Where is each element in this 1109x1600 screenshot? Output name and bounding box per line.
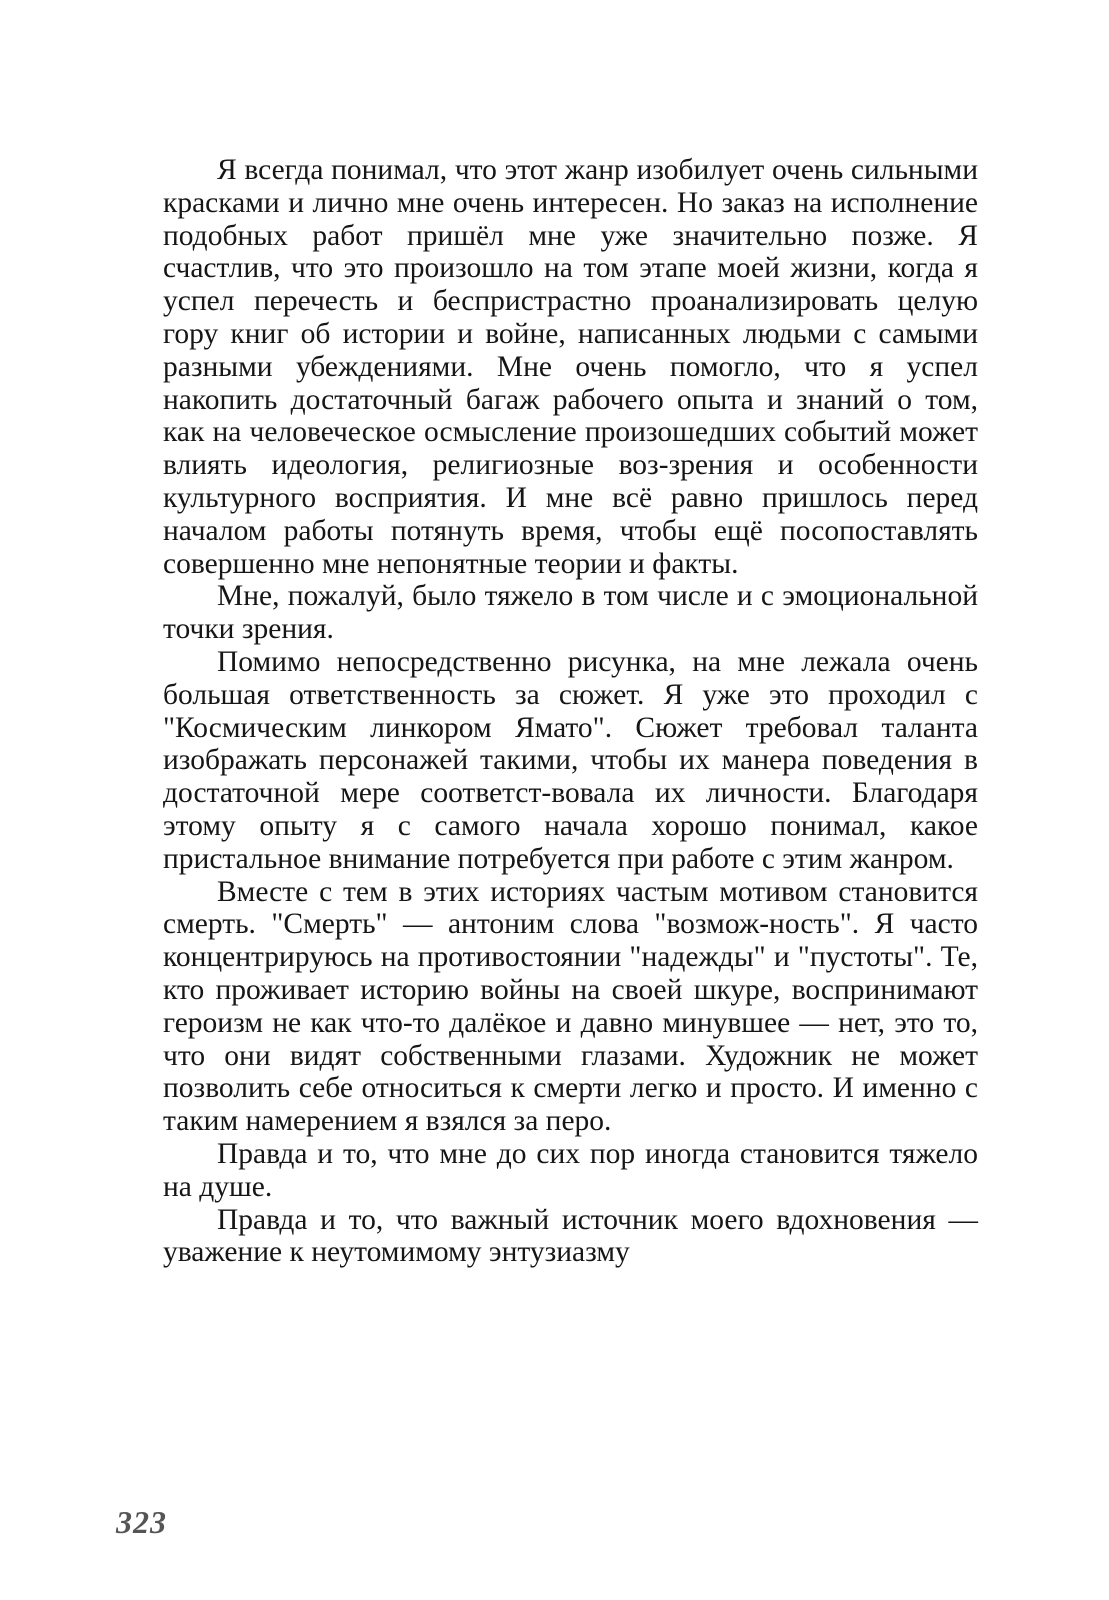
paragraph-5: Правда и то, что мне до сих пор иногда становится тяжело на душе. bbox=[163, 1137, 978, 1203]
body-text bbox=[163, 154, 978, 1269]
paragraph-1: Я всегда понимал, что этот жанр изобилует очень сильными красками и лично мне очень интересен. Но заказ на исполнение подобных работ пришёл мне уже значительно позже. Я счастлив, что это произошло на том этапе моей жизни, когда я успел перечесть и беспристрастно проанализировать целую гору книг об истории и войне, написанных людьми с самыми разными убеждениями. Мне очень помогло, что я успел накопить достаточный багаж рабочего опыта и знаний о том, как на человеческое осмысление произошедших событий может влиять идеология, религиозные воз-зрения и особенности культурного восприятия. И мне всё равно пришлось перед началом работы потянуть время, чтобы ещё посопоставлять совершенно мне непонятные теории и факты. bbox=[163, 154, 978, 580]
paragraph-2: Мне, пожалуй, было тяжело в том числе и с эмоциональной точки зрения. bbox=[163, 580, 978, 646]
paragraph-4: Вместе с тем в этих историях частым мотивом становится смерть. "Смерть" — антоним слова "возмож-ность". Я часто концентрируюсь на противостоянии "надежды" и "пустоты". Те, кто проживает историю войны на своей шкуре, воспринимают героизм не как что-то далёкое и давно минувшее — нет, это то, что они видят собственными глазами. Художник не может позволить себе относиться к смерти легко и просто. И именно с таким намерением я взялся за перо. bbox=[163, 875, 978, 1138]
paragraph-6: Правда и то, что важный источник моего вдохновения — уважение к неутомимому энтузиазму bbox=[163, 1203, 978, 1269]
paragraph-3: Помимо непосредственно рисунка, на мне лежала очень большая ответственность за сюжет. Я уже это проходил с "Космическим линкором Ямато". Сюжет требовал таланта изображать персонажей такими, чтобы их манера поведения в достаточной мере соответст-вовала их личности. Благодаря этому опыту я с самого начала хорошо понимал, какое пристальное внимание потребуется при работе с этим жанром. bbox=[163, 645, 978, 875]
page-number: 323 bbox=[116, 1504, 167, 1540]
